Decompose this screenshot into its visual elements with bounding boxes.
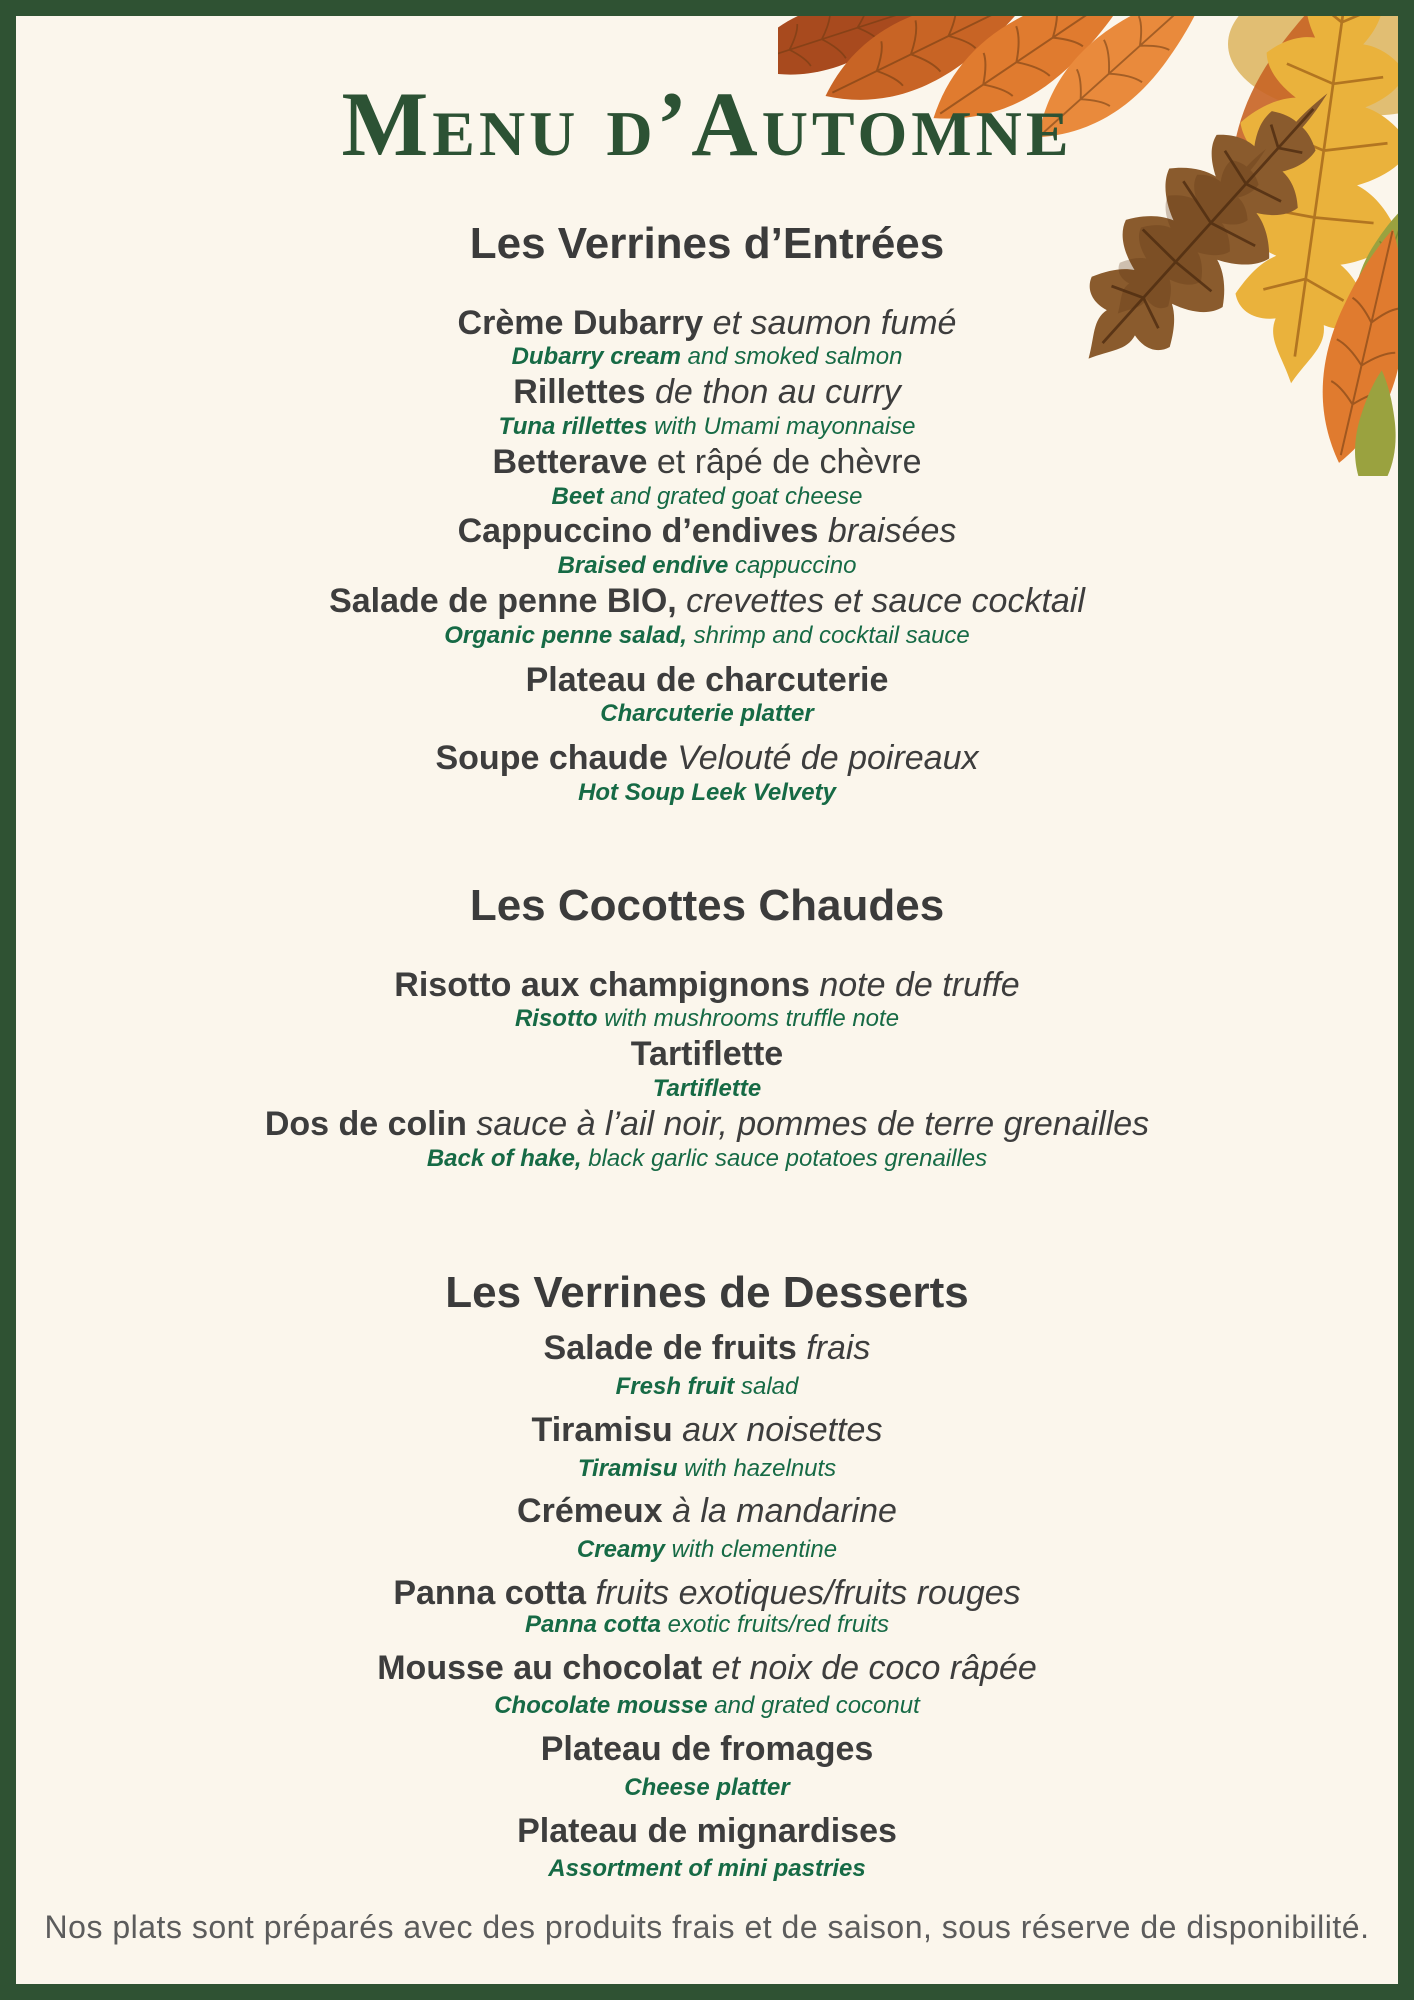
item-name-detail: fruits exotiques/fruits rouges	[586, 1573, 1021, 1612]
item-translation-bold: Panna cotta	[524, 1610, 661, 1638]
menu-item	[16, 442, 1398, 512]
section-heading: Les Verrines d’Entrées	[469, 218, 945, 268]
menu-item	[16, 303, 1398, 373]
item-name-bold: Crémeux	[517, 1492, 663, 1531]
item-translation-detail: black garlic sauce potatoes grenailles	[581, 1144, 988, 1172]
item-name-french	[16, 442, 1398, 483]
item-translation-bold: Braised endive	[557, 552, 729, 580]
menu-item	[16, 1034, 1398, 1104]
item-translation-english	[16, 1611, 1398, 1640]
item-translation-bold: Fresh fruit	[615, 1372, 735, 1400]
item-translation-bold: Tiramisu	[577, 1454, 678, 1482]
item-name-french	[16, 965, 1398, 1006]
item-translation-bold: Tartiflette	[652, 1074, 762, 1102]
item-translation-english	[16, 1855, 1398, 1884]
item-translation-english	[16, 552, 1398, 581]
menu-item	[16, 1729, 1398, 1803]
item-name-detail: aux noisettes	[672, 1410, 883, 1449]
item-name-french	[16, 660, 1398, 701]
item-name-detail: note de truffe	[809, 965, 1020, 1004]
menu-section	[16, 218, 1398, 808]
item-translation-detail: with clementine	[664, 1536, 838, 1564]
item-translation-bold: Charcuterie platter	[600, 700, 814, 728]
item-name-french	[16, 1729, 1398, 1770]
item-translation-bold: Assortment of mini pastries	[548, 1855, 866, 1883]
item-translation-english	[16, 700, 1398, 729]
item-name-french	[16, 1104, 1398, 1145]
item-name-bold: Soupe chaude	[435, 739, 668, 778]
menu-item	[16, 1573, 1398, 1640]
item-name-french	[16, 511, 1398, 552]
item-translation-detail: with mushrooms truffle note	[597, 1005, 900, 1033]
item-translation-english	[16, 1692, 1398, 1721]
item-translation-detail: cappuccino	[728, 552, 857, 580]
item-name-french	[16, 1648, 1398, 1689]
item-name-bold: Betterave	[492, 442, 648, 481]
item-translation-detail: exotic fruits/red fruits	[660, 1610, 890, 1638]
menu-item	[16, 660, 1398, 730]
item-translation-bold: Risotto	[514, 1005, 598, 1033]
item-name-detail: braisées	[818, 512, 957, 551]
menu-item	[16, 581, 1398, 651]
item-name-bold: Risotto aux champignons	[394, 965, 810, 1004]
item-translation-english	[16, 1455, 1398, 1484]
menu-section	[16, 880, 1398, 1174]
item-translation-bold: Chocolate mousse	[494, 1692, 708, 1720]
item-name-french	[16, 1573, 1398, 1614]
item-name-bold: Crème Dubarry	[457, 303, 704, 342]
item-name-french	[16, 1034, 1398, 1075]
item-name-bold: Tiramisu	[531, 1410, 673, 1449]
item-translation-english	[16, 1373, 1398, 1402]
item-translation-bold: Cheese platter	[624, 1773, 790, 1801]
item-name-french	[16, 1328, 1398, 1369]
item-translation-english	[16, 1075, 1398, 1104]
menu-item	[16, 965, 1398, 1035]
item-name-french	[16, 1811, 1398, 1852]
item-translation-english	[16, 1536, 1398, 1565]
item-translation-english	[16, 1774, 1398, 1803]
item-name-detail: Velouté de poireaux	[667, 739, 979, 778]
menu-item	[16, 1491, 1398, 1565]
item-name-detail: crevettes et sauce cocktail	[676, 581, 1085, 620]
item-name-bold: Plateau de charcuterie	[525, 660, 889, 699]
item-name-detail: de thon au curry	[645, 373, 901, 412]
item-translation-bold: Back of hake,	[426, 1144, 582, 1172]
menu-content	[16, 16, 1398, 1884]
item-translation-detail: and grated coconut	[707, 1692, 920, 1720]
menu-section	[16, 1267, 1398, 1884]
section-heading: Les Cocottes Chaudes	[469, 880, 945, 930]
item-name-bold: Salade de penne BIO,	[329, 581, 677, 620]
item-name-french	[16, 1410, 1398, 1451]
menu-item	[16, 1328, 1398, 1402]
item-name-bold: Mousse au chocolat	[377, 1648, 703, 1687]
item-name-detail: et saumon fumé	[703, 303, 957, 342]
item-name-detail: et noix de coco râpée	[702, 1648, 1037, 1687]
menu-item	[16, 511, 1398, 581]
menu-item	[16, 1648, 1398, 1722]
item-translation-detail: and smoked salmon	[680, 343, 903, 371]
menu-item	[16, 738, 1398, 808]
item-name-french	[16, 581, 1398, 622]
item-name-detail: sauce à l’ail noir, pommes de terre grenailles	[466, 1104, 1150, 1143]
item-translation-bold: Beet	[551, 482, 604, 510]
item-translation-english	[16, 622, 1398, 651]
item-name-french	[16, 303, 1398, 344]
item-translation-english	[16, 779, 1398, 808]
item-name-bold: Cappuccino d’endives	[457, 512, 819, 551]
item-translation-english	[16, 1005, 1398, 1034]
item-name-detail: et râpé de chèvre	[647, 442, 922, 481]
item-translation-detail: shrimp and cocktail sauce	[686, 621, 970, 649]
item-name-bold: Plateau de mignardises	[517, 1811, 897, 1850]
item-name-detail: à la mandarine	[662, 1492, 897, 1531]
item-translation-detail: and grated goat cheese	[603, 482, 863, 510]
item-name-bold: Panna cotta	[393, 1573, 587, 1612]
item-translation-english	[16, 1145, 1398, 1174]
item-translation-english	[16, 343, 1398, 372]
item-translation-detail: with Umami mayonnaise	[647, 412, 916, 440]
item-translation-detail: with hazelnuts	[677, 1454, 837, 1482]
item-translation-bold: Dubarry cream	[511, 343, 681, 371]
item-name-bold: Rillettes	[513, 373, 646, 412]
item-translation-bold: Organic penne salad,	[444, 621, 687, 649]
page-title: Menu d’Automne	[341, 73, 1073, 175]
item-name-bold: Tartiflette	[630, 1035, 784, 1074]
item-translation-bold: Creamy	[576, 1536, 665, 1564]
footer-note: Nos plats sont préparés avec des produits frais et de saison, sous réserve de disponibilité.	[44, 1909, 1370, 1945]
item-name-french	[16, 372, 1398, 413]
menu-item	[16, 1104, 1398, 1174]
item-name-bold: Salade de fruits	[543, 1329, 797, 1368]
item-translation-english	[16, 483, 1398, 512]
menu-sections	[16, 218, 1398, 1884]
item-name-french	[16, 1491, 1398, 1532]
item-name-detail: frais	[796, 1329, 871, 1368]
menu-item	[16, 1811, 1398, 1885]
item-name-french	[16, 738, 1398, 779]
item-name-bold: Plateau de fromages	[540, 1730, 874, 1769]
item-translation-bold: Hot Soup Leek Velvety	[578, 778, 836, 806]
section-heading: Les Verrines de Desserts	[445, 1268, 969, 1318]
item-translation-english	[16, 413, 1398, 442]
menu-item	[16, 372, 1398, 442]
item-translation-bold: Tuna rillettes	[498, 412, 648, 440]
item-name-bold: Dos de colin	[264, 1104, 467, 1143]
item-translation-detail: salad	[734, 1372, 799, 1400]
menu-item	[16, 1410, 1398, 1484]
